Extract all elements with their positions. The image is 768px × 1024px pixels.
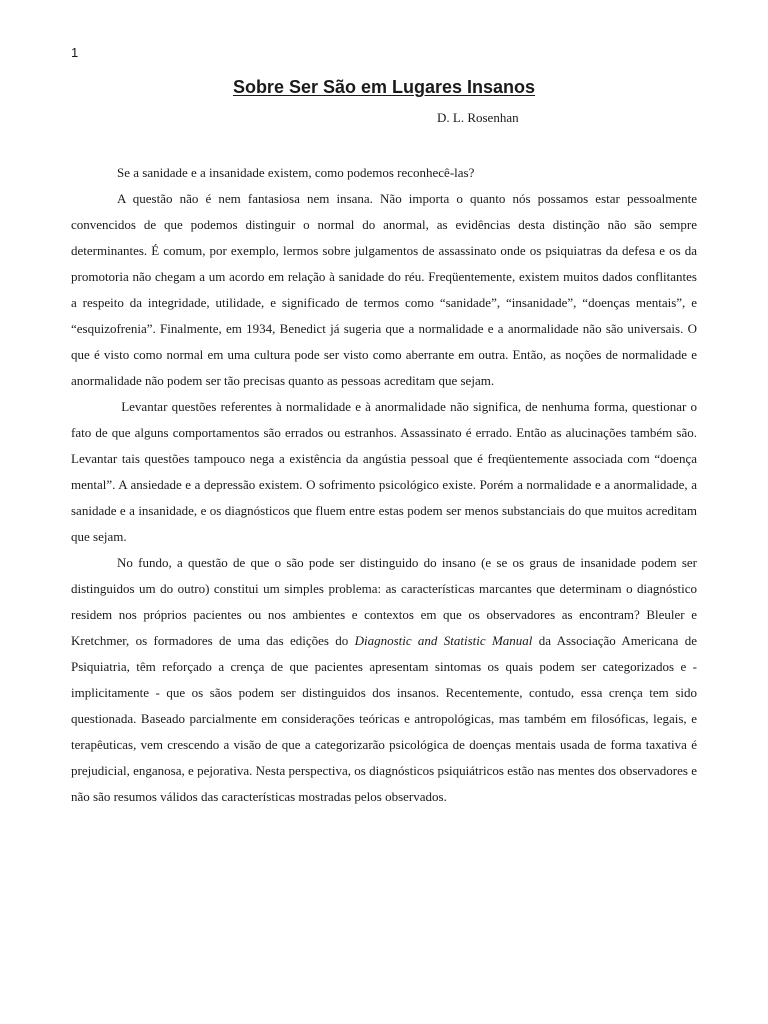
document-body	[71, 160, 701, 810]
page-number: 1	[71, 45, 79, 60]
author-name: D. L. Rosenhan	[437, 110, 519, 125]
paragraph-1: Se a sanidade e a insanidade existem, como podemos reconhecê-las?	[117, 165, 475, 180]
paragraph-3: Levantar questões referentes à normalidade e à anormalidade não significa, de nenhuma forma, questionar o fato de que alguns comportamentos são errados ou estranhos. Assassinato é errado. Então as alucinações também são. Levantar tais questões tampouco nega a existência da angústia pessoal que é freqüentemente associada com “doença mental”. A ansiedade e a depressão existem. O sofrimento psicológico existe. Porém a normalidade e a anormalidade, a sanidade e a insanidade, e os diagnósticos que fluem entre estas podem ser menos substanciais do que muitos acreditam que sejam.	[71, 399, 701, 544]
manual-title-italic: Diagnostic and Statistic Manual	[354, 633, 533, 648]
paragraph-2: A questão não é nem fantasiosa nem insana. Não importa o quanto nós possamos estar pessoalmente convencidos de que podemos distinguir o normal do anormal, as evidências desta distinção não são sempre determinantes. É comum, por exemplo, lermos sobre julgamentos de assassinato onde os psiquiatras da defesa e os da promotoria não chegam a um acordo em relação à sanidade do réu. Freqüentemente, existem muitos dados conflitantes a respeito da integridade, utilidade, e significado de termos como “sanidade”, “insanidade”, “doenças mentais”, e “esquizofrenia”. Finalmente, em 1934, Benedict já sugeria que a normalidade e a anormalidade não são universais. O que é visto como normal em uma cultura pode ser visto como aberrante em outra. Então, as noções de normalidade e anormalidade não podem ser tão precisas quanto as pessoas acreditam que sejam.	[71, 191, 697, 388]
paragraph-4-text-start: No fundo, a questão de que o são pode ser distinguido do insano (e se os graus de insanidade podem ser distinguidos um do outro) constitui um simples problema: as características marcantes que determinam o diagnóstico residem nos próprios pacientes ou nos ambientes e contextos em que os observadores as encontram? Bleuler e Kretchmer, os formadores de uma das edições do	[71, 555, 697, 648]
paragraph-4	[71, 550, 697, 810]
document-title: Sobre Ser São em Lugares Insanos	[232, 77, 536, 97]
paragraph-4-text-end: da Associação Americana de Psiquiatria, têm reforçado a crença de que pacientes apresentam sintomas os quais podem ser categorizados e - implicitamente - que os sãos podem ser distinguidos dos insanos. Recentemente, contudo, essa crença tem sido questionada. Baseado parcialmente em considerações teóricas e antropológicas, mas também em filosóficas, legais, e terapêuticas, vem crescendo a visão de que a categorizarão psicológica de doenças mentais usada de forma taxativa é prejudicial, enganosa, e pejorativa. Nesta perspectiva, os diagnósticos psiquiátricos estão nas mentes dos observadores e não são resumos válidos das características mostradas pelos observados.	[71, 633, 697, 804]
